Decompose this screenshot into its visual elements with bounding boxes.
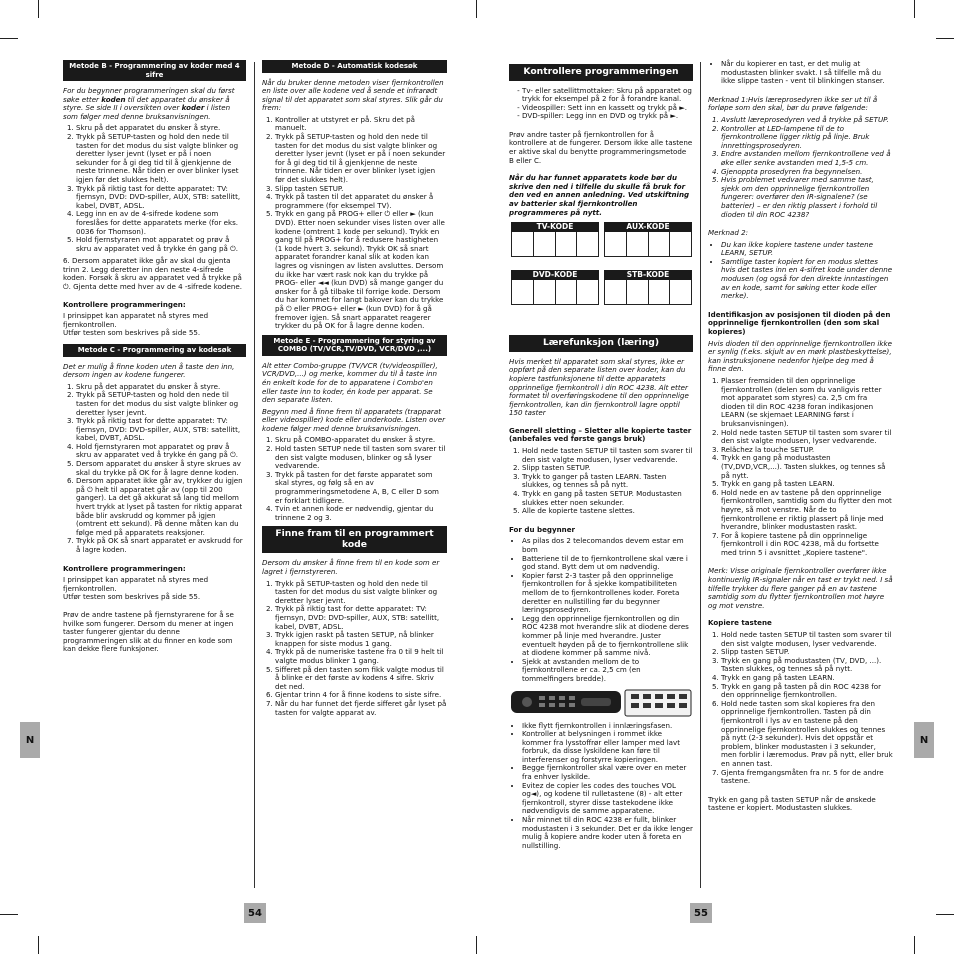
copy-keys-outro: Trykk en gang på tasten SETUP når de ønskede tastene er kopiert. Modustasten slukkes. [708,794,876,813]
list-item: 6. Dersom apparatet ikke går av, trykker du igjen på ⏻ helt til apparatet går av (opp til 200 ganger). La det gå akkurat så lang tid mellom hvert trykk at lyset på tasten for riktig apparat både blir avskrudd og kommer på igjen (omtrent ett sekund). På denne måten kan du følge med på apparatets reaksjoner. [76,477,246,537]
list-item: 5. Trykk en gang på tasten LEARN. [721,480,893,489]
list-item: 7. For å kopiere tastene på din opprinnelige fjernkontroll i din ROC 4238, må du fortsette med trinn 5 i avsnittet „Kopiere tastene". [721,532,893,558]
list-item: 1. Hold nede tasten SETUP til tasten som svarer til den sist valgte modusen, lyser vedvarende. [522,447,693,464]
find-code-steps [262,580,447,718]
list-item: 5. Alle de kopierte tastene slettes. [522,507,693,516]
list-item: • Ikke flytt fjernkontrollen i innlæringsfasen. [522,722,693,731]
list-item: • Du kan ikke kopiere tastene under tastene LEARN, SETUP. [721,241,893,258]
list-item: 2. Trykk på SETUP-tasten og hold den nede til tasten for det modus du sist valgte blinker og deretter lyser jevnt (lyset er på i noen sekunder for å gi deg tid til å gjenkjenne de neste trinnene. Når tiden er over blinker lyset igjen før det slukkes helt). [275,133,447,185]
method-c-steps [63,383,246,555]
list-item: • Sjekk at avstanden mellom de to fjernkontrollene er ca. 2,5 cm (en tommelfingers bredde). [522,658,693,684]
list-item: 3. Trykk en gang på modustasten (TV, DVD, ...). Tasten slukkes, og tennes så på nytt. [721,657,893,674]
learning-bullets [509,722,693,851]
note-paragraph: Merk: Visse originale fjernkontroller overfører ikke kontinuerlig IR-signaler når en tast er trykt ned. I så tilfelle trykker du flere ganger på en av tastene samtidig som du flytter fjernkontrollen mot høyre og mot venstre. [708,566,893,610]
list-item: 2. Trykk på SETUP-tasten og hold den nede til tasten for det modus du sist valgte blinker og deretter lyser jevnt (lyset er på i noen sekunder for å gi deg tid til å gjenkjenne de neste trinnene. Når tiden er over blinker lyset igjen før det slukkes helt). [76,133,246,185]
method-b-step6: 6. Dersom apparatet ikke går av skal du gjenta trinn 2. Legg deretter inn den neste 4-sifrede koden. Forsøk å skru av apparatet ved å trykke på ⏻. Gjenta dette med hver av de 4 -sifrede kodene. [63,256,242,292]
check-title: Kontrollere programmeringen: [63,563,186,573]
list-item: - Tv- eller satellittmottaker: Skru på apparatet og trykk for eksempel på 2 for å forandre kanal. [522,87,693,104]
crop-mark [476,936,477,954]
list-item: 2. Trykk på riktig tast for dette apparatet: TV: fjernsyn, DVD: DVD-spiller, AUX, STB: satellitt, kabel, DVBT, ADSL. [275,605,447,631]
before-start-bullets [509,537,693,683]
list-item: 5. Sifferet på den tasten som fikk valgte modus til å blinke er det første av kodens 4 sifre. Skriv det ned. [275,666,447,692]
list-item: 3. Trykk to ganger på tasten LEARN. Tasten slukkes, og tennes så på nytt. [522,473,693,490]
crop-mark [936,914,954,915]
code-boxes-area [509,220,693,335]
note-2-bullets [708,241,893,301]
column-1 [63,60,246,657]
list-item: 5. Trykk en gang på PROG+ eller ⏻ eller ► (kun DVD). Etter noen sekunder vises listen over alle kodene (omtrent 1 kode per sekund). Trykk en gang til på PROG+ for å redusere hastigheten (1 kode hvert 3. sekund). Trykk OK så snart apparatet forandrer kanal slik at koden kan lagres og visningen av listen avsluttes. Dersom du ikke har vært rask nok kan du trykke på PROG- eller ◄◄ (kun DVD) så mange ganger du ønsker for å gå tilbake til forrige kode. Dersom du har kommet for langt bakover kan du trykke på ⏻ eller PROG+ eller ► (kun DVD) for å gå fremover igjen. Så snart apparatet reagerer trykker du på OK for å lagre denne koden. [275,210,447,330]
tv-code-box: TV-KODE [511,222,599,257]
list-item: • Når du kopierer en tast, er det mulig at modustasten blinker svakt. I så tilfelle må du ikke slippe tasten - vent til blinkingen stanser. [721,60,893,86]
check-paragraph: Prøv andre taster på fjernkontrollen for å kontrollere at de fungerer. Dersom ikke alle tastene er aktive skal du benytte programmeringsmetode B eller C. [509,129,693,165]
list-item: 7. Trykk på OK så snart apparatet er avskrudd for å lagre koden. [76,537,246,554]
dvd-code-box: DVD-KODE [511,270,599,305]
method-e-intro: Alt etter Combo-gruppe (TV/VCR (tv/videospiller), VCR/DVD,...) og merke, kommer du til å taste inn én enkelt kode for de to apparatene i Combo'en eller taste inn to koder, én kode per apparat. Se den separate listen. [262,360,438,405]
list-item: 4. Gjenoppta prosedyren fra begynnelsen. [721,168,893,177]
list-item: 2. Slipp tasten SETUP. [522,464,693,473]
copy-keys-steps [708,631,893,786]
crop-mark [38,936,39,954]
list-item: 1. Kontroller at utstyret er på. Skru det på manuelt. [275,116,447,133]
section-header-method-d: Metode D - Automatisk kodesøk [262,60,447,73]
column-divider [254,62,255,888]
list-item: • As pilas dos 2 telecomandos devem estar em bom [522,537,693,554]
language-tab-right: N [914,722,934,758]
general-delete-title: Generell sletting – Sletter alle kopierte taster (anbefales ved første gangs bruk) [509,425,692,444]
list-item: 5. Hold fjernstyraren mot apparatet og prøv å skru av apparatet ved å trykke én gang på ⏻. [76,236,246,253]
list-item: 1. Plasser fremsiden til den opprinnelige fjernkontrollen (delen som du vanligvis retter mot apparatet som styres) ca. 2,5 cm fra dioden til din ROC 4238 foran indikasjonen LEARN (se skjemaet LEARNING først i bruksanvisningen). [721,377,893,429]
method-b-steps [63,124,246,253]
column-4 [708,60,893,816]
language-tab-left: N [20,722,40,758]
learning-intro: Hvis merket til apparatet som skal styres, ikke er oppført på den separate listen over koder, kan du kopiere tastfunksjonene til dette apparatets opprinnelige fjernkontroll i din ROC 4238. Alt etter formatet til overføringskodene til den opprinnelige fjernkontrollen, kan din fjernkontroll lagre opptil 150 taster [509,356,689,418]
method-c-intro: Det er mulig å finne koden uten å taste den inn, dersom ingen av kodene fungerer. [63,361,235,380]
list-item: • Kontroller at belysningen i rommet ikke kommer fra lysstoffrør eller lamper med lavt forbruk, da disse lyskildene kan føre til interferenser og forstyrre kopieringen. [522,730,693,764]
list-item: 4. Trykk en gang på tasten SETUP. Modustasten slukkes etter noen sekunder. [522,490,693,507]
list-item: 3. Relâchez la touche SETUP. [721,446,893,455]
copy-bullet [708,60,893,86]
list-item: 7. Gjenta fremgangsmåten fra nr. 5 for de andre tastene. [721,769,893,786]
check-bullets [509,87,693,121]
section-header-method-c: Metode C - Programmering av kodesøk [63,344,246,357]
list-item: 3. Trykk på riktig tast for dette apparatet: TV: fjernsyn, DVD: DVD-spiller, AUX, STB: satellitt, kabel, DVBT, ADSL. [76,185,246,211]
method-b-intro: For du begynner programmeringen skal du først søke etter koden til det apparatet du ønsker å styre. Se side II i oversikten over koder i listen som følger med denne bruksanvisningen. [63,86,235,121]
list-item: 3. Slipp tasten SETUP. [275,185,447,194]
column-divider [700,62,701,888]
check-text: Utfør testen som beskrives på side 55. [63,592,201,602]
list-item: 4. Legg inn en av de 4-sifrede kodene som foreslåes for dette apparatets merke (for eks. 0036 for Thomson). [76,210,246,236]
list-item: 3. Trykk igjen raskt på tasten SETUP, nå blinker knappen for siste modus 1 gang. [275,631,447,648]
find-code-intro: Dersom du ønsker å finne frem til en kode som er lagret i fjernstyreren. [262,558,440,576]
copy-keys-title: Kopiere tastene [708,618,772,628]
section-header-find-code: Finne fram til en programmert kode [262,526,447,553]
section-header-method-e: Metode E - Programmering for styring av COMBO (TV/VCR,TV/DVD, VCR/DVD ,...) [262,335,447,356]
list-item: 1. Trykk på SETUP-tasten og hold den nede til tasten for det modus du sist valgte blinker og deretter lyser jevnt. [275,580,447,606]
stb-code-box: STB-KODE [604,270,692,305]
remotes-illustration [509,688,693,718]
section-header-method-b: Metode B - Programmering av koder med 4 sifre [63,60,246,81]
list-item: 4. Trykk en gang på tasten LEARN. [721,674,893,683]
list-item: • Kopier først 2-3 taster på den opprinnelige fjernkontrollen for å sjekke kompatibiliteten mellom de to fjernkontrollenes koder. Foreta deretter en nullstilling før du begynner læringsprosedyren. [522,572,693,615]
list-item: 4. Trykk på de numeriske tastene fra 0 til 9 helt til valgte modus blinker 1 gang. [275,648,447,665]
crop-mark [38,0,39,18]
list-item: 3. Trykk på tasten for det første apparatet som skal styres, og følg så en av programmeringsmetodene A, B, C eller D som er forklart tidligere. [275,471,447,505]
list-item: 1. Avslutt læreprosedyren ved å trykke på SETUP. [721,116,893,125]
list-item: - DVD-spiller: Legg inn en DVD og trykk på ►. [522,112,693,121]
list-item: 4. Tvin et annen kode er nødvendig, gjentar du trinnene 2 og 3. [275,505,447,522]
check-note: Når du har funnet apparatets kode bør du skrive den ned i tilfelle du skulle få bruk for den ved en annen anledning. Ved utskiftning av batterier skal fjernkontrollen programmeres på nytt. [509,173,690,217]
column-3 [509,64,693,854]
list-item: 3. Trykk på riktig tast for dette apparatet: TV: fjernsyn, DVD: DVD-spiller, AUX, STB: satellitt, kabel, DVBT, ADSL. [76,417,246,443]
method-d-intro: Når du bruker denne metoden viser fjernkontrollen en liste over alle kodene ved å sende et infrarødt signal til det apparatet som skal styres. Slik går du frem: [262,77,444,113]
list-item: 6. Hold nede en av tastene på den opprinnelige fjernkontrollen, samtidig som du flytter den mot høyre, så mot venstre. Når de to fjernkontrollene er riktig plassert på linje med hverandre, blinker modustasten raskt. [721,489,893,532]
list-item: 2. Kontroller at LED-lampene til de to fjernkontrollene ligger riktig på linje. Bruk innrettingsprosedyren. [721,125,893,151]
identify-diode-steps [708,377,893,557]
list-item: 7. Når du har funnet det fjerde sifferet går lyset på tasten for valgte apparat av. [275,700,447,717]
method-e-intro: Begynn med å finne frem til apparatets (trapparat eller videospiller) kode eller underkode. Listen over kodene følger med denne bruksanvisningen. [262,406,445,433]
method-d-steps [262,116,447,331]
section-header-check-programming: Kontrollere programmeringen [509,64,693,81]
list-item: 5. Hvis problemet vedvarer med samme tast, sjekk om den opprinnelige fjernkontrollen fungerer: overfører den IR-signalene? (se batterier) – er den riktig plassert i forhold til dioden til din ROC 4238? [721,176,893,219]
list-item: 4. Trykk på tasten til det apparatet du ønsker å programmere (for eksempel TV). [275,193,447,210]
list-item: 3. Endre avstanden mellom fjernkontrollene ved å øke eller senke avstanden med 1,5-5 cm. [721,150,893,167]
before-start-title: For du begynner [509,524,575,534]
remote-control-icon [509,688,693,718]
section-header-learning: Lærefunksjon (læring) [509,335,693,352]
list-item: • Legg den opprinnelige fjernkontrollen og din ROC 4238 mot hverandre slik at diodene deres kommer på linje med hverandre. Juster eventuelt høyden på de to fjernkontrollene slik at diodene kommer på samme nivå. [522,615,693,658]
check-text: I prinsippet kan apparatet nå styres med fjernkontrollen. [63,575,209,593]
crop-mark [914,0,915,18]
list-item: • Evitez de copier les codes des touches VOL og◄), og kodene til rulletastene (8) - alt etter fjernkontroll, styrer disse tastekodene ikke nødvendigvis de samme apparatene. [522,782,693,816]
list-item: 6. Gjentar trinn 4 for å finne kodens to siste sifre. [275,691,447,700]
list-item: • Samtlige taster kopiert for en modus slettes hvis det tastes inn en 4-sifret kode under denne modusen (og også for den direkte inntastingen av en kode, samt for søking etter kode eller merke). [721,258,893,301]
aux-code-box: AUX-KODE [604,222,692,257]
crop-mark [914,936,915,954]
method-c-outro: Prøv de andre tastene på fjernstyrarene for å se hvilke som fungerer. Dersom du mener at ingen taster fungerer gjentar du denne programmeringen slik at du finner en kode som kan dekke flere funksjoner. [63,609,234,654]
list-item: 6. Hold nede tasten som skal kopieres fra den opprinnelige fjernkontrollen. Tasten på din fjernkontroll i lys av en tastene på den opprinnelige fjernkontrollen slukkes og tennes på nytt (2-3 sekunder). Hvis det oppstår et problem, blinker modustasten i 3 sekunder, men forblir i læremodus. Prøv på nytt, eller bruk en annen tast. [721,700,893,769]
list-item: 4. Trykk en gang på modustasten (TV,DVD,VCR,...). Tasten slukkes, og tennes så på nytt. [721,454,893,480]
list-item: 1. Hold nede tasten SETUP til tasten som svarer til den sist valgte modusen, lyser vedvarende. [721,631,893,648]
list-item: 2. Trykk på SETUP-tasten og hold den nede til tasten for det modus du sist valgte blinker og deretter lyser jevnt. [76,391,246,417]
note-1-steps [708,116,893,219]
list-item: 1. Skru på det apparatet du ønsker å styre. [76,383,246,392]
identify-diode-intro: Hvis dioden til den opprinnelige fjernkontrollen ikke er synlig (f.eks. skjult av en mørk plastbeskyttelse), kan instruksjonene nedenfor hjelpe deg med å finne den. [708,338,892,374]
column-2 [262,60,447,721]
list-item: 5. Trykk en gang på tasten på din ROC 4238 for den opprinnelige fjernkontrollen. [721,683,893,700]
list-item: • Begge fjernkontroller skal være over en meter fra enhver lyskilde. [522,764,693,781]
list-item: 2. Slipp tasten SETUP. [721,648,893,657]
method-e-steps [262,436,447,522]
general-delete-steps [509,447,693,516]
check-text: I prinsippet kan apparatet nå styres med fjernkontrollen. [63,311,209,329]
check-text: Utfør testen som beskrives på side 55. [63,328,201,338]
crop-mark [936,38,954,39]
check-title: Kontrollere programmeringen: [63,299,186,309]
list-item: 2. Hold nede tasten SETUP til tasten som svarer til den sist valgte modusen, lyser vedvarende. [721,429,893,446]
note-1-title: Merknad 1:Hvis læreprosedyren ikke ser ut til å forløpe som den skal, bør du prøve følgende: [708,94,878,113]
list-item: 1. Skru på COMBO-apparatet du ønsker å styre. [275,436,447,445]
list-item: 5. Dersom apparatet du ønsker å styre skrues av skal du trykke på OK for å lagre denne koden. [76,460,246,477]
note-2-title: Merknad 2: [708,228,749,238]
page-number-left: 54 [244,903,266,923]
list-item: 2. Hold tasten SETUP nede til tasten som svarer til den sist valgte modusen, blinker og så lyser vedvarende. [275,445,447,471]
crop-mark [0,38,18,39]
page-number-right: 55 [690,903,712,923]
list-item: 4. Hold fjernstyraren mot apparatet og prøv å skru av apparatet ved å trykke én gang på ⏻. [76,443,246,460]
crop-mark [476,0,477,18]
crop-mark [0,914,18,915]
identify-diode-title: Identifikasjon av posisjonen til dioden på den opprinnelige fjernkontrollen (den som skal kopieres) [708,309,891,337]
list-item: 1. Skru på det apparatet du ønsker å styre. [76,124,246,133]
list-item: - Videospiller: Sett inn en kassett og trykk på ►. [522,104,693,113]
list-item: • Når minnet til din ROC 4238 er fullt, blinker modustasten i 3 sekunder. Det er da ikke lenger mulig å kopiere andre koder uten å foreta en nullstilling. [522,816,693,850]
list-item: • Batteriene til de to fjernkontrollene skal være i god stand. Bytt dem ut om nødvendig. [522,555,693,572]
